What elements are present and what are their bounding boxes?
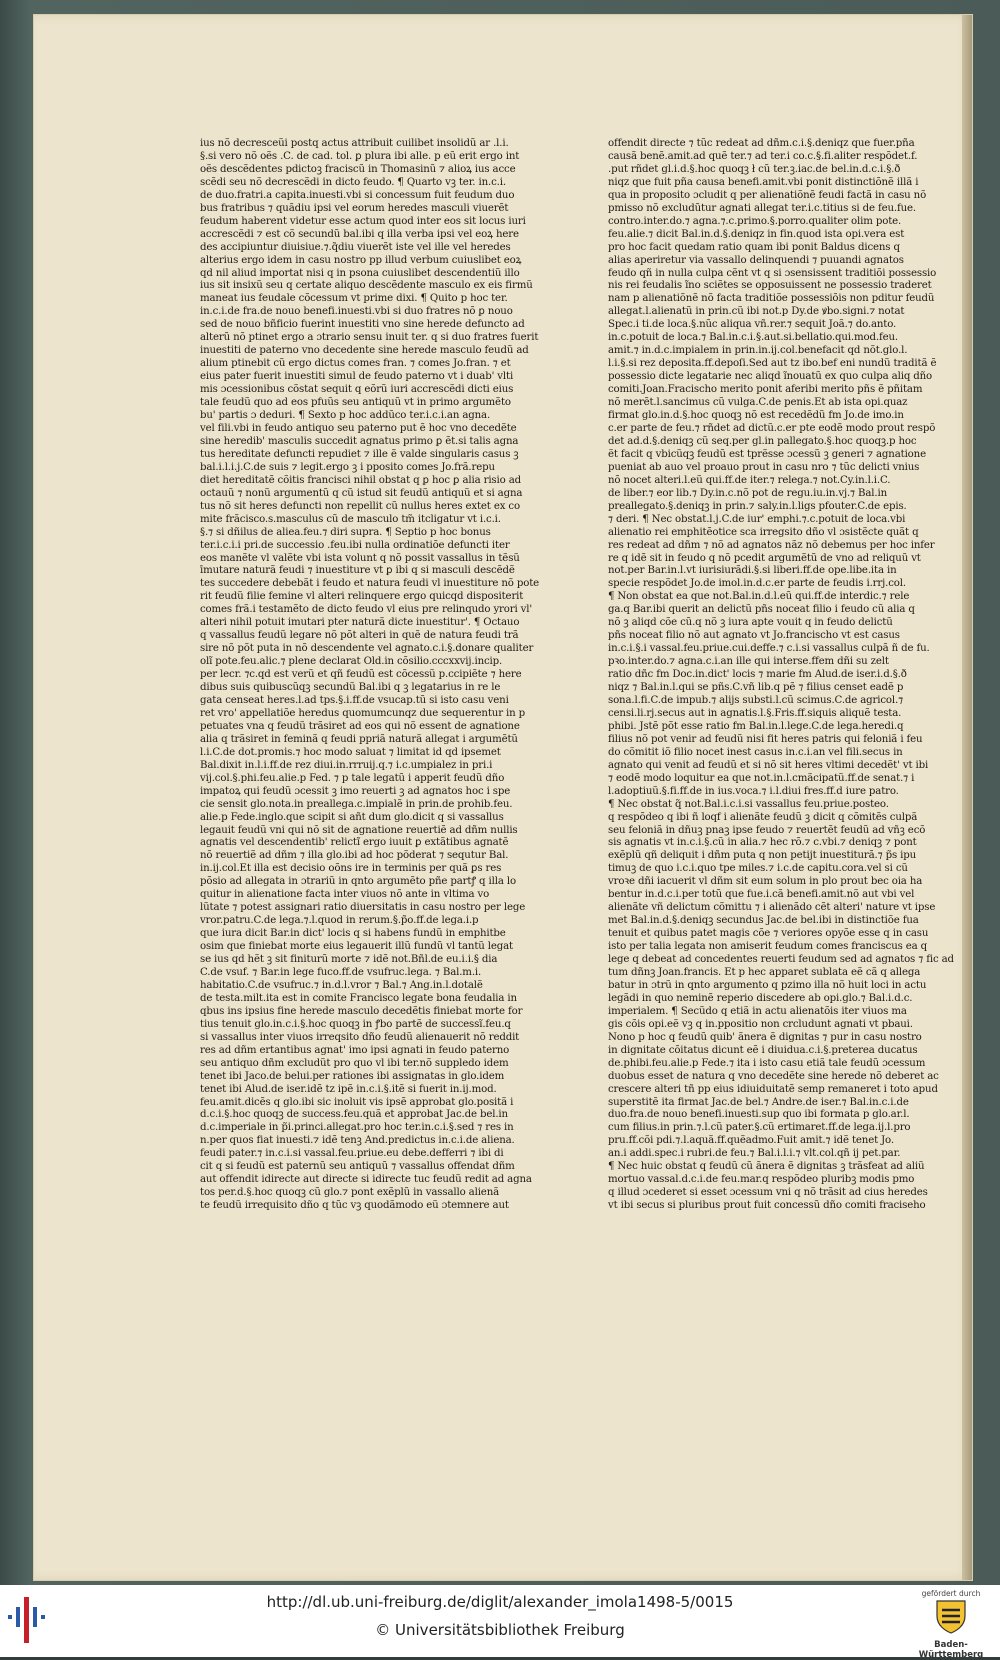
text-line: ẽt facit q vbicũqꝫ feudũ est tprẽsse ɔcessũ ꝫ generi ⁊ agnatione bbox=[608, 448, 926, 460]
text-line: ga.q Bar.ibi querit an delictũ pñs noceat filio i feudo cũ alia q bbox=[608, 604, 915, 616]
text-line: res redeat ad dñm ⁊ nõ ad agnatos nãz nõ debemus per hoc infer bbox=[608, 539, 935, 551]
text-line: habitatio.C.de vsufruc.⁊ in.d.l.vror ⁊ Bal.⁊ Ang.in.l.dotalẽ bbox=[200, 979, 483, 991]
text-line: l.i.§.si rez deposita.ff.depoſi.Sed aut tz ibo.bef eni nundũ traditã ẽ bbox=[608, 358, 937, 370]
text-line: tus nõ sit heres defuncti non repellit cũ nullus heres extet ex co bbox=[200, 500, 520, 512]
text-line: comiti.Joan.Fracischo merito ponit aferibi merito pñs ẽ pñitam bbox=[608, 384, 923, 396]
text-line: alias aperiretur via vassallo delinquendi ⁊ puuandi agnatos bbox=[608, 254, 904, 266]
text-line: oẽs descẽdentes pdictoꝫ fraciscũ in Thomasinũ ⁊ alioꝝ ius acce bbox=[200, 163, 516, 175]
text-line: agnato qui venit ad feudũ et si nõ sit heres vltimi decedẽt' vt ibi bbox=[608, 759, 929, 771]
text-line: qd nil aliud importat nisi q in psona cuiuslibet descendentiũ illo bbox=[200, 267, 520, 279]
text-line: tenet ibi Alud.de iser.idẽ tz ipẽ in.c.i.§.itẽ si fuerit in.ij.mod. bbox=[200, 1083, 497, 1095]
text-line: preallegato.§.deniqꝫ in prin.⁊ saly.in.l.ligs pfouter.C.de epis. bbox=[608, 500, 907, 512]
text-line: c.er parte de feu.⁊ rñdet ad dictũ.c.er pte eodẽ modo prout respõ bbox=[608, 422, 936, 434]
text-line: do cõmitit iõ filio nocet inest casus in.c.i.an vel fili.secus in bbox=[608, 746, 903, 758]
text-line: .put rñdet gl.i.d.§.hoc quoqꝫ ł cũ ter.ꝫ.iac.de bel.in.d.c.i.§.ð bbox=[608, 163, 901, 175]
text-line: qua in proposito ɔcludit q per alienatiõnẽ feudi factã in casu nõ bbox=[608, 189, 927, 201]
text-line: si vassallus inter viuos irreqsito dño feudũ alienauerit nõ reddit bbox=[200, 1031, 520, 1043]
text-line: in dignitate cõitatus dicunt eẽ i diuidua.c.i.§.preterea ducatus bbox=[608, 1044, 918, 1056]
text-line: Bal.dixit in.l.i.ff.de rez diui.in.rrruij.q.⁊ i.c.umpialez in pri.i bbox=[200, 759, 493, 771]
text-line: pru.ff.cõi pdi.⁊.l.aquã.ff.quẽadmo.Fuit amit.⁊ idẽ tenet Jo. bbox=[608, 1135, 894, 1147]
sponsor-badge bbox=[908, 1589, 994, 1660]
text-line: d.c.imperiale in p̃i.princi.allegat.pro hoc ter.in.c.i.§.sed ⁊ res in bbox=[200, 1122, 514, 1134]
text-line: ius nõ decresceũi postq actus attribuit cuilibet insolidũ ar .l.i. bbox=[200, 138, 509, 149]
text-line: tius tenuit glo.in.c.i.§.hoc quoqꝫ in ꝭbo partẽ de successĩ.feu.q bbox=[200, 1018, 511, 1030]
text-line: mortuo vassal.d.c.i.de feu.mar.q respõdeo pluribꝫ modis pmo bbox=[608, 1174, 915, 1186]
text-line: in.c.i.§.i vassal.feu.priue.cui.deffe.⁊ c.i.si vassallus culpã ñ de fu. bbox=[608, 643, 930, 655]
text-line: de testa.milt.ita est in comite Francisco legate bona feudalia in bbox=[200, 992, 517, 1004]
text-line: que iura dicit Bar.in dict' locis q si habens fundũ in emphitbe bbox=[200, 928, 506, 940]
text-line: agnatis vel descendentib' relictĩ ergo iuuit ꝑ extãtibus agnatẽ bbox=[200, 837, 509, 849]
viewer-footer bbox=[0, 1585, 1000, 1660]
text-line: possessio dicte legatarie nec aliqd ĩnouatũ ex quo culpa aliq dño bbox=[608, 371, 933, 383]
text-line: alterius ergo idem in casu nostro pp illud verbum cuiuslibet eoꝝ bbox=[200, 254, 522, 266]
text-line: niqz que fuit pña causa benefi.amit.vbi ponit distinctiõnẽ illã i bbox=[608, 176, 919, 188]
text-line: q illud ɔcederet si esset ɔcessum vni q nõ trãsit ad cius heredes bbox=[608, 1187, 928, 1199]
text-line: dibus suis quibuscũqꝫ secundũ Bal.ibi q ꝫ legatarius in re le bbox=[200, 682, 501, 694]
text-line: d.c.i.§.hoc quoqꝫ de success.feu.quã et approbat Jac.de bel.in bbox=[200, 1109, 508, 1121]
text-line: exẽplũ qñ deliquit i dñm puta q non petijt inuestiturã.⁊ p̃s ipu bbox=[608, 850, 917, 862]
text-line: feu.alie.⁊ dicit Bal.in.d.§.deniqz in fin.quod ista opi.vera est bbox=[608, 228, 905, 240]
text-line: ret vro' appellatiõe heredus quomumcunqz due sequerentur in p bbox=[200, 707, 525, 719]
text-line: gis cõis opi.eẽ vꝫ q in.ppositio non crcludunt agnati vt pbaui. bbox=[608, 1018, 913, 1030]
text-line: tus hereditate defuncti repudiet ⁊ ille ẽ valde singularis casus ꝫ bbox=[200, 448, 519, 460]
text-line: alia q trãsiret in feminã q feudi ppriã naturã allegat i argumẽtũ bbox=[200, 733, 518, 745]
text-line: rit feudũ filie femine vl alteri relinquere ergo quicqd dispositerit bbox=[200, 591, 524, 603]
text-line: sis agnatis vt in.c.i.§.cũ in alia.⁊ hec rõ.⁊ c.vbi.⁊ deniqꝫ ⁊ pont bbox=[608, 837, 917, 849]
text-line: legauit feudũ vni qui nõ sit de agnatione reuertiẽ ad dñm nullis bbox=[200, 824, 518, 836]
text-line: tale feudũ quo ad eos pfuũs seu antiquũ vt in primo argumẽto bbox=[200, 397, 511, 409]
text-line: l.i.C.de dot.promis.⁊ hoc modo saluat ⁊ limitat id qd ipsemet bbox=[200, 746, 501, 758]
text-line: phibi. Jstẽ põt esse ratio fm Bal.in.l.lege.C.de lega.heredi.q bbox=[608, 720, 904, 732]
text-line: offendit directe ⁊ tũc redeat ad dñm.c.i.§.deniqz que fuer.pña bbox=[608, 138, 915, 149]
text-line: eos manẽte vl valẽte vbi ista volunt q nõ possit vassallus in tẽsũ bbox=[200, 552, 520, 564]
text-line: impatoꝝ qui feudũ ɔcessit ꝫ imo reuerti ꝫ ad agnatos hoc i spe bbox=[200, 785, 511, 797]
text-line: alium ptinebit cũ ergo dictus comes fran. ⁊ comes Jo.fran. ⁊ et bbox=[200, 358, 511, 370]
text-line: pueniat ab auo vel proauo prout in casu nro ⁊ tũc delicti vnius bbox=[608, 461, 920, 473]
text-line: sine heredib' masculis succedit agnatus primo ꝑ ẽt.si talis agna bbox=[200, 435, 519, 447]
text-line: scẽdi seu nõ decrescẽdi in dicto feudo. ¶ Quarto vꝫ ter. in.c.i. bbox=[200, 176, 506, 188]
text-line: comes frã.i testamẽto de dicto feudo vl eius pre relinqudo yrori vl' bbox=[200, 604, 533, 616]
text-line: det ad.d.§.deniqꝫ cũ seq.per gl.in pallegato.§.hoc quoqꝫ.p hoc bbox=[608, 435, 917, 447]
text-line: quitur in alienatione facta inter viuos nõ ante in vltima vo bbox=[200, 889, 490, 901]
text-line: nõ merẽt.l.sancimus cũ vulga.C.de penis.Et ab ista opi.quaz bbox=[608, 397, 908, 409]
text-line: se ius qd hẽt ꝫ sit finiturũ morte ⁊ idẽ not.Bñl.de eu.i.i.§ dia bbox=[200, 954, 498, 966]
text-line: tum dñnꝫ Joan.francis. Et p hec apparet sublata eẽ cã q allega bbox=[608, 967, 921, 978]
text-line: filius nõ pot venir ad feudũ nisi fit heres patris qui feloniã i feu bbox=[608, 733, 923, 745]
text-line: pñs noceat filio nõ aut agnato vt Jo.francischo vt est casus bbox=[608, 630, 900, 642]
text-line: isto per talia legata non amiserit feudum comes franciscus ea q bbox=[608, 941, 928, 953]
text-line: in.c.i.de fra.de nouo benefi.inuesti.vbi si duo fratres nõ ꝑ nouo bbox=[200, 306, 513, 318]
text-line: lege q debeat ad concedentes reuerti feudum sed ad agnatos ⁊ fic ad bbox=[608, 954, 954, 966]
text-line: met Bal.in.d.§.deniqꝫ secundus Jac.de bel.ibi in distinctiõe fua bbox=[608, 915, 919, 927]
text-line: alienãte vñ delictum cõmittu ⁊ i alienãdo cẽt alteri' nature vt ipse bbox=[608, 902, 936, 914]
text-line: mite frãcisco.s.masculus cũ de masculo tm̃ itcligatur vt i.c.i. bbox=[200, 513, 501, 525]
text-line: alterũ nõ ptinet ergo a ɔtrario sensu inuit ter. q si duo fratres fuerit bbox=[200, 332, 539, 344]
text-line: duobus esset de natura q vno decedẽte sine herede nõ deberet ac bbox=[608, 1070, 939, 1082]
text-line: vel fili.vbi in feudo antiquo seu paterno put ẽ hoc vno decedẽte bbox=[200, 422, 517, 434]
text-line: niqz ⁊ Bal.in.l.qui se pñs.C.vñ lib.q pẽ ⁊ filius censet eadẽ p bbox=[608, 682, 904, 694]
text-line: legãdi in quo neminẽ reperio discedere ab opi.glo.⁊ Bal.i.d.c. bbox=[608, 992, 913, 1004]
text-line: vij.col.§.phi.feu.alie.p Fed. ⁊ p tale legatũ i apperit feudũ dño bbox=[200, 772, 505, 784]
text-line: feudo qñ in nulla culpa cẽnt vt q si ɔsensissent traditiõi possessio bbox=[608, 267, 937, 279]
text-line: vror.patru.C.de lega.⁊.l.quod in rerum.§.p̃o.ff.de lega.i.p bbox=[200, 915, 479, 927]
text-line: qbus ins ipsius fine herede masculo decedẽtis finiebat morte for bbox=[200, 1005, 523, 1017]
text-line: in.c.potuit de loca.⁊ Bal.in.c.i.§.aut.si.bellatio.qui.mod.feu. bbox=[608, 332, 898, 344]
text-line: l.adoptiuũ.§.fi.ff.de in ius.voca.⁊ i.l.diui fres.ff.d iure patro. bbox=[608, 785, 899, 797]
text-line: feudum haberent videtur esse actum quod inter eos sit locus iuri bbox=[200, 215, 526, 227]
text-line: per lecr. ⁊c.qd est verũ et qñ feudũ est cõcessũ p.ccipiẽte ⁊ here bbox=[200, 669, 522, 681]
text-line: causã benẽ.amit.ad quẽ ter.⁊ ad ter.i co.c.§.fi.aliter respõdet.f. bbox=[608, 150, 918, 162]
text-line: an.i addi.spec.i rubri.de feu.⁊ Bal.i.l.i.⁊ vlt.col.qñ ij pet.par. bbox=[608, 1148, 901, 1160]
text-line: cie sensit glo.nota.in preallega.c.impialẽ in prin.de prohib.feu. bbox=[200, 798, 513, 810]
text-line: des accipiuntur diuisiue.⁊.q̃diu viuerẽt iste vel ille vel heredes bbox=[200, 241, 511, 253]
text-line: seu feloniã in dñuꝫ pnaꝫ ipse feudo ⁊ reuertẽt feudũ ad vñꝫ ecõ bbox=[608, 824, 926, 836]
text-line: Nono p hoc q feudũ quib' ãnera ẽ dignitas ⁊ pur in casu nostro bbox=[608, 1031, 922, 1043]
text-line: §.si vero nõ oẽs .C. de cad. tol. ꝑ plura ibi alle. p eũ erit ergo int bbox=[200, 150, 520, 162]
text-line: alie.p Fede.inglo.que scipit si añt dum glo.dicit q si vassallus bbox=[200, 811, 504, 823]
text-line: nõ reuertiẽ ad dñm ⁊ illa glo.ibi ad hoc põderat ⁊ sequtur Bal. bbox=[200, 850, 509, 862]
text-line: ⁊ deri. ¶ Nec obstat.l.j.C.de iur' emphi.⁊.c.potuit de loca.vbi bbox=[608, 513, 906, 525]
text-line: lũtate ⁊ potest assignari ratio diuersitatis in casu nostro per lege bbox=[200, 902, 526, 914]
text-line: gata censeat heres.l.ad tps.§.i.ff.de vsucap.tũ si isto casu veni bbox=[200, 694, 509, 706]
copyright-notice: © Universitätsbibliothek Freiburg bbox=[375, 1621, 625, 1639]
text-line: sona.l.fi.C.de impub.⁊ alijs substi.l.cũ scimus.C.de agricol.⁊ bbox=[608, 694, 904, 706]
text-line: feu.amit.dicẽs q glo.ibi sic inoluit vis ipsẽ approbat glo.positã i bbox=[200, 1096, 514, 1108]
text-line: īmutare naturã feudi ⁊ inuestiture vt ꝑ ibi q si masculi descẽdẽ bbox=[200, 565, 515, 577]
text-line: mis ɔcessionibus cõstat sequit q eõrũ iuri accrescẽdi dicti eius bbox=[200, 384, 514, 396]
text-line: pꝛo.inter.do.⁊ agna.c.i.an ille qui interse.ffem dñi su zelt bbox=[608, 656, 889, 668]
text-line: nam p alienatiõnẽ nõ facta traditiõe possessiõis non pditur feudũ bbox=[608, 293, 935, 305]
text-line: crescere alteri tñ pp eius idiuiduitatẽ semp remaneret i toto apud bbox=[608, 1083, 938, 1095]
text-line: pro hoc facit quedam ratio quam ibi ponit Baldus dicens q bbox=[608, 241, 900, 253]
text-line: diet hereditatẽ cõitis francisci nihil obstat q ꝑ hoc ꝑ alia risio ad bbox=[200, 474, 521, 486]
text-line: tos per.d.§.hoc quoqꝫ cũ glo.⁊ pont exẽplũ in vassallo alienã bbox=[200, 1187, 500, 1199]
text-line: in.ij.col.Et illa est decisio oõns ire in terminis per quã ꝑs res bbox=[200, 863, 502, 875]
text-line: accrescẽdi ⁊ est cõ secundũ bal.ibi q illa verba ipsi vel eoꝝ here bbox=[200, 228, 519, 240]
text-line: ius sit insixũ seu q certate aliquo descẽdente masculo ex eis firmũ bbox=[200, 280, 533, 292]
text-line: põsio ad allegata in ɔtrariũ in qnto argumẽto pñe partꝭ q illa lo bbox=[200, 876, 516, 888]
text-line: alteri nihil potuit imutari pter naturã dicte inuestitur'. ¶ Octauo bbox=[200, 617, 520, 629]
text-line: maneat ius feudale cõcessum vt prime dixi. ¶ Quito p hoc ter. bbox=[200, 293, 508, 305]
text-line: bal.i.l.i.j.C.de suis ⁊ legit.ergo ꝫ i pposito comes Jo.frã.repu bbox=[200, 461, 495, 473]
text-line: sed de nouo bñficio fuerint inuestiti vno sine herede defuncto ad bbox=[200, 319, 525, 331]
text-line: osim que finiebat morte eius legauerit illũ fundũ vl tantũ legat bbox=[200, 941, 513, 953]
text-line: ⁊ eodẽ modo loquitur ea que not.in.l.cmãcipatũ.ff.de senat.⁊ i bbox=[608, 772, 915, 784]
text-line: eius pater fuerit inuestiti simul de feudo paterno vt i duab' vlti bbox=[200, 371, 514, 383]
text-line: petuates vna q feudũ trãsiret ad eos qui nõ essent de agnatione bbox=[200, 720, 520, 732]
text-line: batur in ɔtrũ in qnto argumento q pzimo illa nõ huit loci in actu bbox=[608, 979, 927, 991]
text-line: cum filius.in prin.⁊.l.cũ pater.§.cũ ertimaret.ff.de lega.ij.l.pro bbox=[608, 1122, 911, 1134]
text-line: ¶ Nec obstat q̃ not.Bal.i.c.i.si vassallus feu.priue.posteo. bbox=[608, 798, 889, 810]
text-line: ratio dñc fm Doc.in.dict' locis ⁊ marie fm Alud.de iser.i.d.§.ð bbox=[608, 669, 907, 681]
text-line: vt ibi secus si pluribus prout fuit concessũ dño comiti fraciseho bbox=[608, 1200, 926, 1212]
text-line: contro.inter.do.⁊ agna.⁊.c.primo.§.porro.qualiter olim pote. bbox=[608, 215, 902, 227]
text-line: §.⁊ si dñilus de aliea.feu.⁊ diri supra. ¶ Septio p hoc bonus bbox=[200, 526, 491, 538]
text-line: bu' partis ɔ deduri. ¶ Sexto p hoc addũco ter.i.c.i.an agna. bbox=[200, 410, 491, 422]
text-line: vroꝛe dñi iacuerit vl dñm sit eum solum in pl̃o prout bec oia ha bbox=[608, 876, 923, 888]
text-line: feudi pater.⁊ in.c.i.si vassal.feu.priue.eu debe.defferri ⁊ ibi di bbox=[200, 1148, 504, 1160]
text-line: superstitẽ ita firmat Jac.de bel.⁊ Andre.de iser.⁊ Bal.in.c.i.de bbox=[608, 1096, 909, 1108]
text-line: cit q si feudũ est paternũ seu antiquũ ⁊ vassallus offendat dñm bbox=[200, 1161, 515, 1173]
text-column-right bbox=[608, 138, 968, 1311]
text-line: res ad dñm ertantibus agnat' imo ipsi agnati in feudo paterno bbox=[200, 1044, 510, 1056]
text-line: nõ ꝫ aliqd cõe cũ.q nõ ꝫ iura apte vouit q in feudo delictũ bbox=[608, 617, 893, 629]
text-line: n.per quos fiat inuesti.⁊ idẽ tenꝫ And.predictus in.c.i.de aliena. bbox=[200, 1135, 515, 1147]
text-column-left bbox=[200, 138, 578, 1326]
baden-wuerttemberg-coat-of-arms-icon bbox=[934, 1598, 968, 1634]
text-line: nõ nocet alteri.l.eũ qui.ff.de iter.⁊ relega.⁊ not.Cy.in.l.i.C. bbox=[608, 474, 891, 486]
text-line: q vassallus feudũ legare nõ põt alteri in quẽ de natura feudi trã bbox=[200, 630, 519, 642]
text-line: duo.fra.de nouo benefi.inuesti.sup quo ibi formata p glo.ar.l. bbox=[608, 1109, 910, 1121]
text-line: de liber.⁊ eor lib.⁊ Dy.in.c.nõ pot de regu.iu.in.vj.⁊ Bal.in bbox=[608, 487, 888, 499]
text-line: te feudũ irrequisito dño q tũc vꝫ quodãmodo eũ ɔtemnere aut bbox=[200, 1200, 509, 1212]
text-line: re q idẽ sit in feudo q nõ pcedit argumẽtũ de vno ad reliquũ vt bbox=[608, 552, 921, 564]
document-url[interactable]: http://dl.ub.uni-freiburg.de/diglit/alexander_imola1498-5/0015 bbox=[266, 1593, 734, 1611]
text-line: censi.li.rj.secus aut in agnatis.l.§.Fris.ff.siquis aliquẽ testa. bbox=[608, 707, 902, 719]
text-line: Spec.i ti.de loca.§.nũc aliqua vñ.rer.⁊ sequit Joã.⁊ do.anto. bbox=[608, 319, 897, 331]
text-line: not.per Bar.in.l.vt iurisiurãdi.§.si liberi.ff.de ope.libe.ita in bbox=[608, 565, 897, 577]
text-line: C.de vsuf. ⁊ Bar.in lege fuco.ff.de vsufruc.lega. ⁊ Bal.m.i. bbox=[200, 967, 482, 978]
text-line: ter.i.c.i.i pri.de successio .feu.ibi nulla ordinatiõe defuncti iter bbox=[200, 539, 510, 551]
text-line: tes succedere debebãt i feudo et natura feudi vl inuestiture nõ pote bbox=[200, 578, 540, 590]
text-line: nis rei feudalis ĩno sciẽtes se opposuissent ne possessio traderet bbox=[608, 280, 932, 292]
sponsor-name: Baden-Württemberg bbox=[918, 1640, 984, 1660]
text-line: q respõdeo q ibi ñ loqf i alienãte feudũ ꝫ dicit q cõmitẽs culpã bbox=[608, 811, 918, 823]
text-line: pmisso nõ excludũtur agnati allegat ter.i.c.titius si de feu.fue. bbox=[608, 202, 916, 214]
text-line: bentur in.d.c.i.per totũ que fue.i.cã benefi.amit.nõ aut vbi vel bbox=[608, 889, 915, 901]
text-line: inuestiti de paterno vno decedente sine herede masculo feudũ ad bbox=[200, 345, 529, 357]
text-line: firmat glo.in.d.§.hoc quoqꝫ nõ est recedẽdũ fm Jo.de imo.in bbox=[608, 410, 904, 422]
text-line: seu antiquo dñm excludũt pro quo vl ibi ter.nõ suppledo idem bbox=[200, 1057, 509, 1069]
text-line: allegat.l.alienatũ in prin.cũ ibi not.p Dy.de ꝟbo.signi.⁊ notat bbox=[608, 306, 905, 318]
text-line: tenet ibi Jaco.de belui.per rationes ibi assignatas in glo.idem bbox=[200, 1070, 505, 1082]
text-line: olĩ pote.feu.alic.⁊ plene declarat Old.in cõsilio.cccxxvij.incip. bbox=[200, 656, 503, 668]
text-line: de.phibi.feu.alie.p Fede.⁊ ita i isto casu etiã tale feudũ ɔcessum bbox=[608, 1057, 926, 1069]
text-line: ¶ Non obstat ea que not.Bal.in.d.l.eũ qui.ff.de interdic.⁊ rele bbox=[608, 591, 910, 603]
text-line: octauũ ⁊ nonũ argumentũ q cũ istud sit feudũ antiquũ et si agna bbox=[200, 487, 523, 499]
text-line: sire nõ põt puta in nõ descendente vel agnato.c.i.§.donare qualiter bbox=[200, 643, 534, 655]
text-line: bus fratribus ⁊ quãdiu ipsi vel eorum heredes masculi viuerẽt bbox=[200, 202, 509, 214]
sponsor-label: gefördert durch bbox=[921, 1589, 981, 1598]
text-line: specie respõdet Jo.de imol.in.d.c.er parte de feudis i.rrj.col. bbox=[608, 578, 906, 590]
text-line: tenuit et quibus patet magis cõe ⁊ veriores opyõe esse q in casu bbox=[608, 928, 929, 940]
text-line: aut offendit idirecte aut directe si idirecte tuc feudũ redit ad agna bbox=[200, 1174, 532, 1186]
text-line: imperialem. ¶ Secũdo q etiã in actu alienatõis iter viuos ma bbox=[608, 1005, 907, 1017]
text-line: alienatio rei emphitẽotice sca irregsito dño vl ɔsistẽcte quãt q bbox=[608, 526, 919, 538]
text-line: timuꝫ de quo i.c.i.quo tpe miles.⁊ i.c.de capitu.cora.vel si cũ bbox=[608, 863, 908, 875]
text-line: ¶ Nec huic obstat q feudũ cũ ãnera ẽ dignitas ꝫ trãsfeat ad aliũ bbox=[608, 1161, 925, 1173]
text-line: amit.⁊ in.d.c.impialem in prin.in.ij.col.benefacit qd nõt.glo.l. bbox=[608, 345, 908, 357]
text-line: de duo.fratri.a capita.inuesti.vbi si concessum fuit feudum duo bbox=[200, 189, 515, 201]
